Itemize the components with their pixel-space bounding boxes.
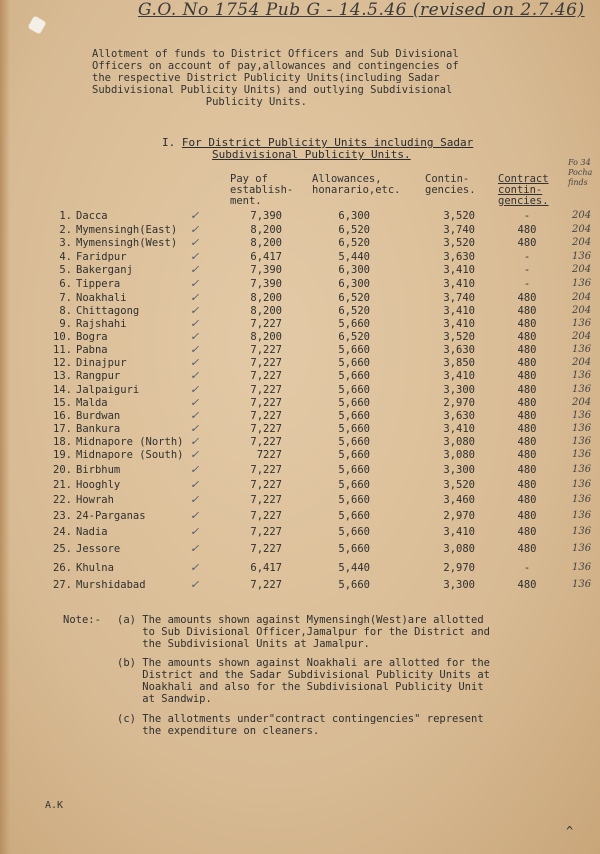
cell-pay: 7,227 bbox=[250, 410, 282, 422]
cell-pay: 7,390 bbox=[250, 278, 282, 290]
cell-margin: 204 bbox=[572, 237, 592, 248]
cell-cont: 3,080 bbox=[443, 436, 475, 448]
cell-cont: 3,520 bbox=[443, 237, 475, 249]
cell-allow: 5,660 bbox=[338, 510, 370, 522]
cell-margin: 204 bbox=[572, 210, 592, 221]
check-mark-icon: ✓ bbox=[190, 223, 200, 236]
cell-district: Dacca bbox=[76, 210, 108, 222]
check-mark-icon: ✓ bbox=[190, 561, 200, 574]
cell-cont: 3,630 bbox=[443, 251, 475, 263]
cell-allow: 6,300 bbox=[338, 210, 370, 222]
check-mark-icon: ✓ bbox=[190, 356, 200, 369]
cell-pay: 7,227 bbox=[250, 436, 282, 448]
cell-no: 22. bbox=[53, 494, 72, 506]
cell-no: 20. bbox=[53, 464, 72, 476]
cell-pay: 8,200 bbox=[250, 292, 282, 304]
check-mark-icon: ✓ bbox=[190, 330, 200, 343]
cell-no: 13. bbox=[53, 370, 72, 382]
cell-district: Hooghly bbox=[76, 479, 121, 491]
check-mark-icon: ✓ bbox=[190, 493, 200, 506]
cell-pay: 7227 bbox=[256, 449, 282, 461]
cell-margin: 204 bbox=[572, 331, 592, 342]
cell-no: 21. bbox=[53, 479, 72, 491]
cell-allow: 5,440 bbox=[338, 562, 370, 574]
cell-margin: 136 bbox=[572, 543, 592, 554]
cell-cont: 3,080 bbox=[443, 449, 475, 461]
cell-no: 8. bbox=[59, 305, 72, 317]
cell-cont: 2,970 bbox=[443, 510, 475, 522]
cell-margin: 136 bbox=[572, 494, 592, 505]
cell-pay: 7,227 bbox=[250, 357, 282, 369]
check-mark-icon: ✓ bbox=[190, 463, 200, 476]
cell-pay: 7,390 bbox=[250, 210, 282, 222]
cell-contract: - bbox=[523, 251, 531, 263]
section-title-line1: For District Publicity Units including Sadar bbox=[181, 136, 474, 149]
cell-district: Bakerganj bbox=[76, 264, 133, 276]
cell-cont: 3,630 bbox=[443, 344, 475, 356]
cell-allow: 6,300 bbox=[338, 278, 370, 290]
cell-cont: 2,970 bbox=[443, 562, 475, 574]
cell-allow: 5,660 bbox=[338, 436, 370, 448]
cell-contract: 480 bbox=[517, 543, 537, 555]
cell-district: Dinajpur bbox=[76, 357, 127, 369]
initials: A.K bbox=[45, 800, 64, 811]
cell-pay: 6,417 bbox=[250, 562, 282, 574]
margin-note: Fo 34 Pocha finds bbox=[568, 158, 593, 187]
cell-allow: 5,660 bbox=[338, 479, 370, 491]
cell-pay: 7,227 bbox=[250, 510, 282, 522]
cell-no: 16. bbox=[53, 410, 72, 422]
cell-no: 2. bbox=[59, 224, 72, 236]
cell-pay: 7,227 bbox=[250, 543, 282, 555]
cell-cont: 3,740 bbox=[443, 224, 475, 236]
cell-district: Pabna bbox=[76, 344, 108, 356]
col-header-contingencies: Contin- gencies. bbox=[425, 173, 476, 196]
check-mark-icon: ✓ bbox=[190, 525, 200, 538]
cell-margin: 136 bbox=[572, 436, 592, 447]
cell-district: Nadia bbox=[76, 526, 108, 538]
handwritten-reference: G.O. No 1754 Pub G - 14.5.46 (revised on 2.7.46) bbox=[138, 0, 585, 20]
cell-contract: 480 bbox=[517, 292, 537, 304]
cell-district: Jalpaiguri bbox=[76, 384, 140, 396]
cell-contract: 480 bbox=[517, 397, 537, 409]
cell-cont: 3,520 bbox=[443, 210, 475, 222]
cell-no: 1. bbox=[59, 210, 72, 222]
check-mark-icon: ✓ bbox=[190, 542, 200, 555]
cell-contract: 480 bbox=[517, 384, 537, 396]
cell-pay: 6,417 bbox=[250, 251, 282, 263]
cell-pay: 7,390 bbox=[250, 264, 282, 276]
cell-margin: 136 bbox=[572, 384, 592, 395]
cell-no: 11. bbox=[53, 344, 72, 356]
cell-contract: - bbox=[523, 210, 531, 222]
cell-contract: 480 bbox=[517, 449, 537, 461]
cell-allow: 6,520 bbox=[338, 237, 370, 249]
cell-allow: 6,520 bbox=[338, 305, 370, 317]
cell-allow: 5,660 bbox=[338, 384, 370, 396]
cell-pay: 7,227 bbox=[250, 526, 282, 538]
cell-cont: 3,850 bbox=[443, 357, 475, 369]
col-header-pay: Pay of establish- ment. bbox=[230, 173, 294, 207]
cell-allow: 5,660 bbox=[338, 423, 370, 435]
cell-district: Midnapore (South) bbox=[76, 449, 184, 461]
cell-no: 15. bbox=[53, 397, 72, 409]
cell-district: Malda bbox=[76, 397, 108, 409]
cell-pay: 7,227 bbox=[250, 479, 282, 491]
cell-contract: - bbox=[523, 278, 531, 290]
note-b: (b) The amounts shown against Noakhali are allotted for the District and the Sadar Subdivisional Publicity Units at Noakhali and also for the Subdivisional Publicity Unit at Sandwip. bbox=[117, 657, 490, 705]
cell-margin: 136 bbox=[572, 410, 592, 421]
cell-district: Jessore bbox=[76, 543, 121, 555]
cell-cont: 2,970 bbox=[443, 397, 475, 409]
cell-contract: 480 bbox=[517, 331, 537, 343]
cell-allow: 6,520 bbox=[338, 224, 370, 236]
cell-margin: 136 bbox=[572, 423, 592, 434]
cell-pay: 8,200 bbox=[250, 331, 282, 343]
check-mark-icon: ✓ bbox=[190, 478, 200, 491]
cell-margin: 136 bbox=[572, 318, 592, 329]
cell-no: 10. bbox=[53, 331, 72, 343]
cell-allow: 5,660 bbox=[338, 357, 370, 369]
cell-margin: 136 bbox=[572, 526, 592, 537]
cell-margin: 204 bbox=[572, 357, 592, 368]
cell-allow: 5,660 bbox=[338, 397, 370, 409]
cell-contract: 480 bbox=[517, 410, 537, 422]
cell-district: Khulna bbox=[76, 562, 114, 574]
cell-pay: 7,227 bbox=[250, 397, 282, 409]
cell-pay: 8,200 bbox=[250, 237, 282, 249]
check-mark-icon: ✓ bbox=[190, 369, 200, 382]
cell-cont: 3,740 bbox=[443, 292, 475, 304]
cell-contract: 480 bbox=[517, 436, 537, 448]
cell-contract: 480 bbox=[517, 494, 537, 506]
cell-district: Tippera bbox=[76, 278, 121, 290]
cell-pay: 7,227 bbox=[250, 494, 282, 506]
check-mark-icon: ✓ bbox=[190, 250, 200, 263]
cell-no: 18. bbox=[53, 436, 72, 448]
col-header-contract: Contract contin- gencies. bbox=[498, 173, 549, 207]
cell-no: 26. bbox=[53, 562, 72, 574]
cell-margin: 136 bbox=[572, 449, 592, 460]
cell-district: Howrah bbox=[76, 494, 114, 506]
check-mark-icon: ✓ bbox=[190, 578, 200, 591]
cell-cont: 3,410 bbox=[443, 318, 475, 330]
cell-allow: 5,660 bbox=[338, 318, 370, 330]
cell-district: Noakhali bbox=[76, 292, 127, 304]
cell-cont: 3,410 bbox=[443, 305, 475, 317]
check-mark-icon: ✓ bbox=[190, 236, 200, 249]
corner-caret-mark: ^ bbox=[566, 824, 574, 838]
cell-pay: 7,227 bbox=[250, 370, 282, 382]
cell-margin: 136 bbox=[572, 251, 592, 262]
cell-pay: 7,227 bbox=[250, 423, 282, 435]
cell-no: 4. bbox=[59, 251, 72, 263]
cell-cont: 3,410 bbox=[443, 423, 475, 435]
cell-no: 23. bbox=[53, 510, 72, 522]
cell-pay: 8,200 bbox=[250, 305, 282, 317]
cell-cont: 3,460 bbox=[443, 494, 475, 506]
cell-margin: 204 bbox=[572, 224, 592, 235]
cell-no: 9. bbox=[59, 318, 72, 330]
cell-cont: 3,300 bbox=[443, 579, 475, 591]
cell-no: 3. bbox=[59, 237, 72, 249]
cell-margin: 204 bbox=[572, 292, 592, 303]
cell-margin: 136 bbox=[572, 479, 592, 490]
cell-margin: 136 bbox=[572, 278, 592, 289]
cell-no: 7. bbox=[59, 292, 72, 304]
check-mark-icon: ✓ bbox=[190, 343, 200, 356]
cell-allow: 5,660 bbox=[338, 410, 370, 422]
cell-allow: 5,660 bbox=[338, 494, 370, 506]
cell-district: Birbhum bbox=[76, 464, 121, 476]
cell-margin: 204 bbox=[572, 397, 592, 408]
cell-contract: 480 bbox=[517, 479, 537, 491]
cell-contract: 480 bbox=[517, 423, 537, 435]
cell-district: Bankura bbox=[76, 423, 121, 435]
cell-no: 24. bbox=[53, 526, 72, 538]
check-mark-icon: ✓ bbox=[190, 277, 200, 290]
check-mark-icon: ✓ bbox=[190, 304, 200, 317]
check-mark-icon: ✓ bbox=[190, 317, 200, 330]
cell-district: Mymensingh(East) bbox=[76, 224, 178, 236]
cell-allow: 5,660 bbox=[338, 526, 370, 538]
cell-district: Faridpur bbox=[76, 251, 127, 263]
cell-allow: 5,660 bbox=[338, 464, 370, 476]
cell-contract: 480 bbox=[517, 357, 537, 369]
cell-allow: 5,660 bbox=[338, 344, 370, 356]
cell-cont: 3,410 bbox=[443, 526, 475, 538]
cell-margin: 136 bbox=[572, 344, 592, 355]
cell-cont: 3,520 bbox=[443, 331, 475, 343]
col-header-allowances: Allowances, honarario,etc. bbox=[312, 173, 401, 196]
cell-pay: 7,227 bbox=[250, 464, 282, 476]
section-heading bbox=[162, 137, 473, 161]
cell-cont: 3,520 bbox=[443, 479, 475, 491]
cell-no: 27. bbox=[53, 579, 72, 591]
cell-district: Bogra bbox=[76, 331, 108, 343]
check-mark-icon: ✓ bbox=[190, 509, 200, 522]
cell-district: Rangpur bbox=[76, 370, 121, 382]
cell-district: Chittagong bbox=[76, 305, 140, 317]
cell-allow: 5,660 bbox=[338, 579, 370, 591]
cell-allow: 5,440 bbox=[338, 251, 370, 263]
cell-cont: 3,410 bbox=[443, 278, 475, 290]
cell-no: 12. bbox=[53, 357, 72, 369]
section-number: I. bbox=[162, 136, 182, 149]
cell-contract: 480 bbox=[517, 370, 537, 382]
section-title-line2: Subdivisional Publicity Units. bbox=[212, 148, 411, 161]
cell-contract: 480 bbox=[517, 305, 537, 317]
cell-district: Murshidabad bbox=[76, 579, 146, 591]
cell-no: 17. bbox=[53, 423, 72, 435]
cell-margin: 136 bbox=[572, 370, 592, 381]
cell-allow: 5,660 bbox=[338, 449, 370, 461]
cell-cont: 3,410 bbox=[443, 370, 475, 382]
cell-contract: 480 bbox=[517, 510, 537, 522]
cell-contract: 480 bbox=[517, 318, 537, 330]
cell-margin: 136 bbox=[572, 510, 592, 521]
cell-district: Burdwan bbox=[76, 410, 121, 422]
check-mark-icon: ✓ bbox=[190, 263, 200, 276]
note-c: (c) The allotments under"contract contingencies" represent the expenditure on cleaners. bbox=[117, 713, 484, 737]
cell-no: 14. bbox=[53, 384, 72, 396]
cell-contract: 480 bbox=[517, 237, 537, 249]
cell-cont: 3,630 bbox=[443, 410, 475, 422]
cell-district: Rajshahi bbox=[76, 318, 127, 330]
cell-allow: 5,660 bbox=[338, 370, 370, 382]
check-mark-icon: ✓ bbox=[190, 435, 200, 448]
cell-pay: 7,227 bbox=[250, 344, 282, 356]
cell-allow: 6,520 bbox=[338, 331, 370, 343]
cell-margin: 136 bbox=[572, 562, 592, 573]
cell-cont: 3,410 bbox=[443, 264, 475, 276]
cell-contract: - bbox=[523, 562, 531, 574]
cell-margin: 136 bbox=[572, 579, 592, 590]
cell-pay: 7,227 bbox=[250, 318, 282, 330]
check-mark-icon: ✓ bbox=[190, 448, 200, 461]
cell-allow: 6,520 bbox=[338, 292, 370, 304]
cell-contract: 480 bbox=[517, 579, 537, 591]
cell-contract: 480 bbox=[517, 464, 537, 476]
cell-pay: 7,227 bbox=[250, 579, 282, 591]
cell-cont: 3,080 bbox=[443, 543, 475, 555]
cell-cont: 3,300 bbox=[443, 384, 475, 396]
check-mark-icon: ✓ bbox=[190, 209, 200, 222]
page-edge bbox=[0, 0, 10, 854]
check-mark-icon: ✓ bbox=[190, 383, 200, 396]
cell-no: 5. bbox=[59, 264, 72, 276]
cell-contract: 480 bbox=[517, 344, 537, 356]
cell-allow: 5,660 bbox=[338, 543, 370, 555]
cell-district: Midnapore (North) bbox=[76, 436, 184, 448]
cell-allow: 6,300 bbox=[338, 264, 370, 276]
check-mark-icon: ✓ bbox=[190, 291, 200, 304]
cell-contract: 480 bbox=[517, 224, 537, 236]
cell-no: 6. bbox=[59, 278, 72, 290]
cell-cont: 3,300 bbox=[443, 464, 475, 476]
check-mark-icon: ✓ bbox=[190, 409, 200, 422]
check-mark-icon: ✓ bbox=[190, 422, 200, 435]
cell-margin: 136 bbox=[572, 464, 592, 475]
cell-contract: 480 bbox=[517, 526, 537, 538]
cell-district: Mymensingh(West) bbox=[76, 237, 178, 249]
cell-pay: 8,200 bbox=[250, 224, 282, 236]
cell-contract: - bbox=[523, 264, 531, 276]
note-label: Note:- bbox=[63, 614, 101, 626]
cell-margin: 204 bbox=[572, 264, 592, 275]
check-mark-icon: ✓ bbox=[190, 396, 200, 409]
document-title: Allotment of funds to District Officers and Sub Divisional Officers on account of pay,allowances and contingencies of the respective District Publicity Units(including Sadar Subdivisional Publicity Units) and outlying Subdivisional Publicity Units. bbox=[92, 48, 459, 108]
cell-no: 25. bbox=[53, 543, 72, 555]
cell-margin: 204 bbox=[572, 305, 592, 316]
cell-pay: 7,227 bbox=[250, 384, 282, 396]
note-a: (a) The amounts shown against Mymensingh(West)are allotted to Sub Divisional Officer,Jamalpur for the District and the Subdivisional Units at Jamalpur. bbox=[117, 614, 490, 650]
cell-no: 19. bbox=[53, 449, 72, 461]
cell-district: 24-Parganas bbox=[76, 510, 146, 522]
